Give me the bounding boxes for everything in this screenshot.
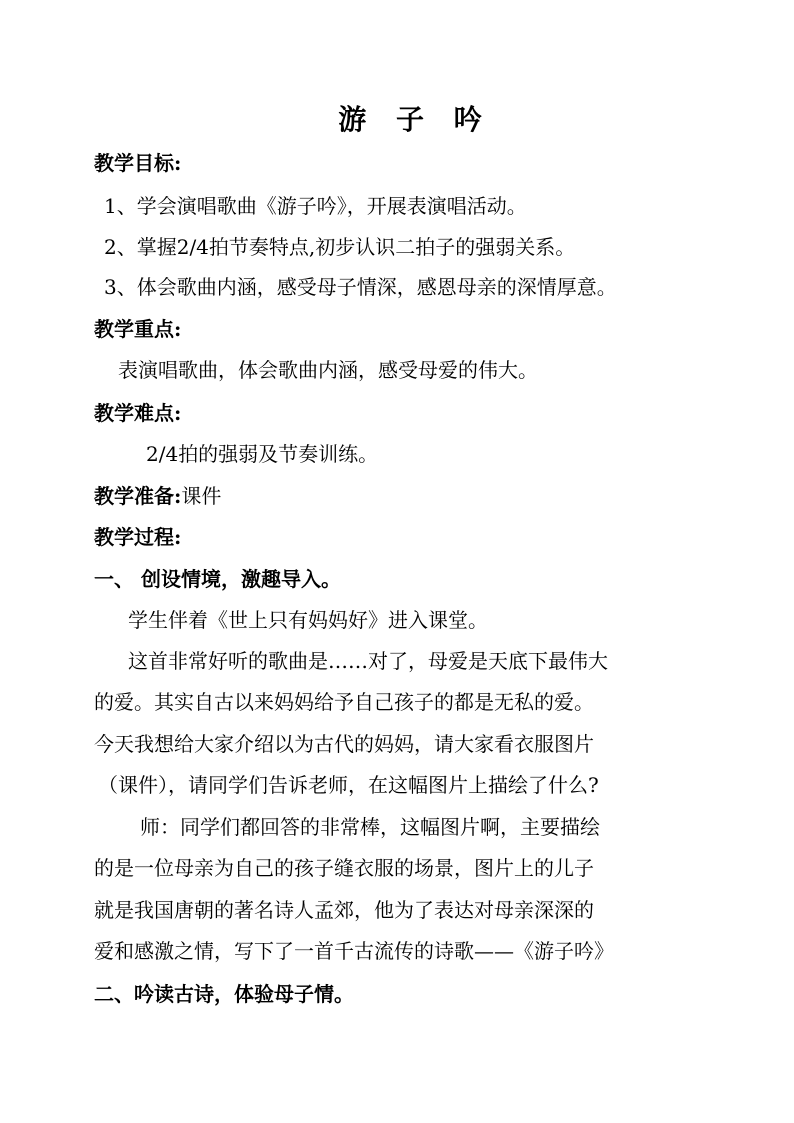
goal-item-3: 3、体会歌曲内涵，感受母子情深，感恩母亲的深情厚意。 (104, 275, 617, 299)
difficulty-heading: 教学难点: (94, 401, 182, 425)
goals-heading: 教学目标: (94, 151, 182, 175)
key-points-text: 表演唱歌曲，体会歌曲内涵，感受母爱的伟大。 (118, 358, 538, 382)
preparation-text: 课件 (181, 484, 222, 508)
paragraph-line: 今天我想给大家介绍以为古代的妈妈，请大家看衣服图片 (94, 732, 594, 756)
page-title: 游 子 吟 (338, 103, 492, 136)
paragraph-line: 师：同学们都回答的非常棒，这幅图片啊，主要描绘 (140, 815, 600, 839)
goal-item-2: 2、掌握2/4拍节奏特点,初步认识二拍子的强弱关系。 (104, 235, 576, 259)
paragraph-line: 的是一位母亲为自己的孩子缝衣服的场景，图片上的儿子 (94, 856, 594, 880)
key-points-heading: 教学重点: (94, 317, 182, 341)
paragraph-line: 的爱。其实自古以来妈妈给予自己孩子的都是无私的爱。 (94, 690, 594, 714)
step-two-heading: 二、吟读古诗，体验母子情。 (94, 982, 354, 1006)
paragraph-line: 爱和感激之情，写下了一首千古流传的诗歌——《游子吟》 (94, 939, 614, 963)
process-heading: 教学过程: (94, 525, 182, 549)
preparation-heading: 教学准备: (94, 484, 182, 508)
paragraph-line: 就是我国唐朝的著名诗人孟郊，他为了表达对母亲深深的 (94, 898, 594, 922)
preparation-line (94, 483, 221, 509)
goal-item-1: 1、学会演唱歌曲《游子吟》，开展表演唱活动。 (104, 194, 527, 218)
paragraph-line: 学生伴着《世上只有妈妈好》进入课堂。 (128, 608, 488, 632)
difficulty-text: 2/4拍的强弱及节奏训练。 (146, 442, 379, 466)
step-one-heading: 一、 创设情境，激趣导入。 (94, 567, 341, 591)
paragraph-line: 这首非常好听的歌曲是……对了，母爱是天底下最伟大 (128, 649, 608, 673)
paragraph-line: （课件），请同学们告诉老师，在这幅图片上描绘了什么? (98, 773, 599, 797)
